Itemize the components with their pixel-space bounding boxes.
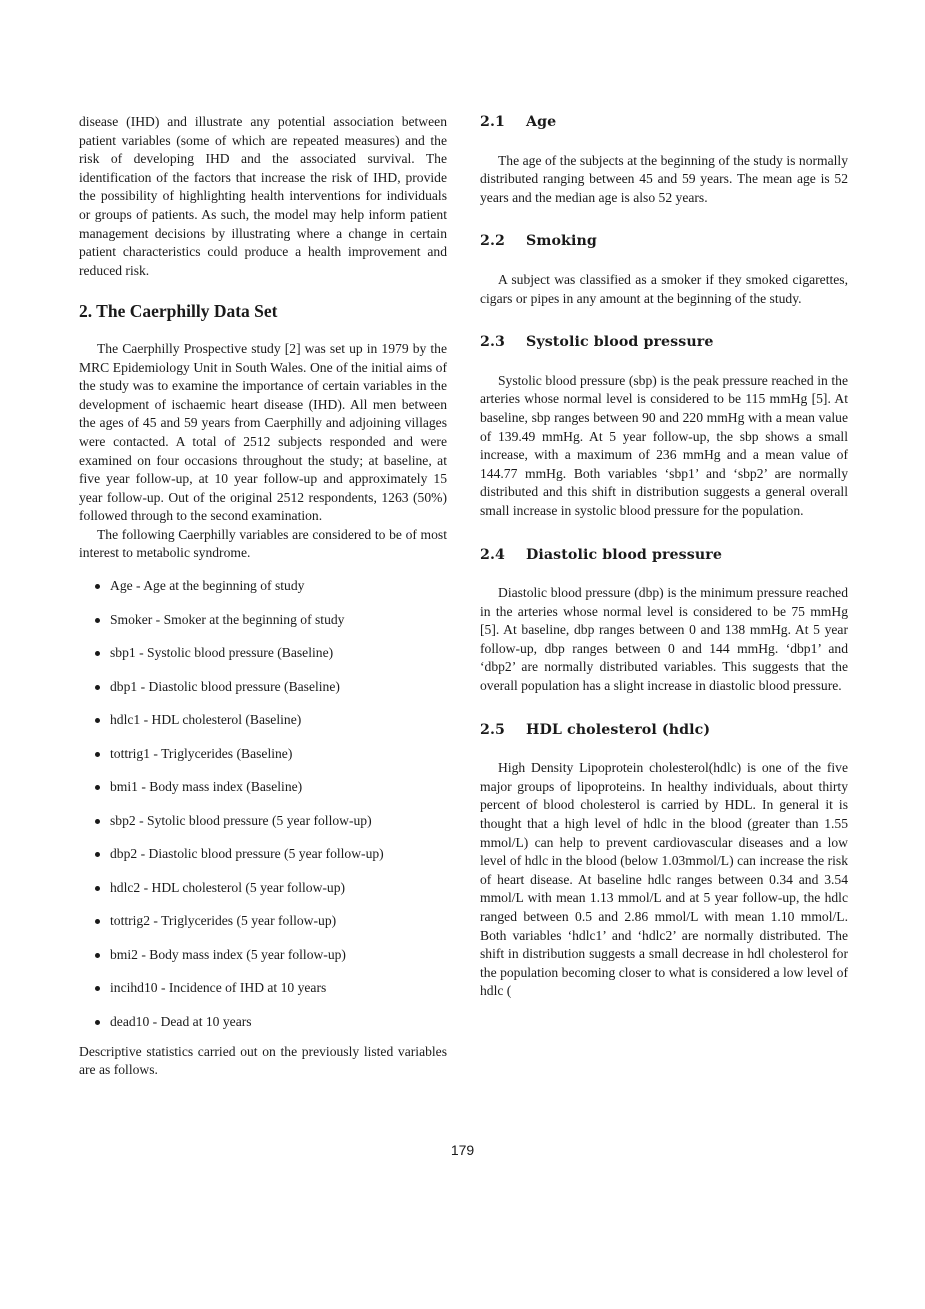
bullet-icon [95, 618, 100, 623]
bullet-icon [95, 852, 100, 857]
bullet-icon [95, 752, 100, 757]
bullet-icon [95, 919, 100, 924]
bullet-icon [95, 986, 100, 991]
subsection-body-age: The age of the subjects at the beginning of the study is normally distributed ranging between 45 and 59 years. The mean age is 52 years and the median age is also 52 years. [480, 152, 848, 205]
bullet-icon [95, 584, 100, 589]
bullet-icon [95, 685, 100, 690]
list-item: incihd10 - Incidence of IHD at 10 years [79, 979, 447, 1013]
list-item: tottrig1 - Triglycerides (Baseline) [79, 745, 447, 779]
list-item: dead10 - Dead at 10 years [79, 1013, 447, 1037]
bullet-icon [95, 953, 100, 958]
list-item: Smoker - Smoker at the beginning of study [79, 611, 447, 645]
bullet-icon [95, 886, 100, 891]
list-item: sbp2 - Sytolic blood pressure (5 year follow-up) [79, 812, 447, 846]
closing-paragraph: Descriptive statistics carried out on the previously listed variables are as follows. [79, 1043, 447, 1078]
bullet-icon [95, 819, 100, 824]
right-column [480, 113, 848, 1001]
subsection-heading-systolic: 2.3 Systolic blood pressure [480, 334, 714, 351]
variable-list [79, 577, 447, 1037]
bullet-icon [95, 785, 100, 790]
list-item: dbp2 - Diastolic blood pressure (5 year follow-up) [79, 845, 447, 879]
list-item: hdlc1 - HDL cholesterol (Baseline) [79, 711, 447, 745]
list-item: Age - Age at the beginning of study [79, 577, 447, 611]
subsection-heading-smoking: 2.2 Smoking [480, 233, 597, 250]
left-column [79, 113, 447, 1080]
subsection-body-smoking: A subject was classified as a smoker if they smoked cigarettes, cigars or pipes in any amount at the beginning of the study. [480, 271, 848, 306]
subsection-heading-diastolic: 2.4 Diastolic blood pressure [480, 546, 722, 563]
list-item: hdlc2 - HDL cholesterol (5 year follow-up) [79, 879, 447, 913]
subsection-heading-age: 2.1 Age [480, 114, 557, 130]
bullet-icon [95, 718, 100, 723]
subsection-body-diastolic: Diastolic blood pressure (dbp) is the minimum pressure reached in the arteries whose normal level is considered to be 75 mmHg [5]. At baseline, dbp ranges between 0 and 138 mmHg. At 5 year follow-up, dbp ranges between 0 and 144 mmHg. ‘dbp1’ and ‘dbp2’ are normally distributed variables. This suggests that the overall population has a slight increase in diastolic blood pressure. [480, 585, 848, 694]
list-item: tottrig2 - Triglycerides (5 year follow-up) [79, 912, 447, 946]
list-item: sbp1 - Systolic blood pressure (Baseline) [79, 644, 447, 678]
page-number: 179 [450, 1142, 475, 1158]
list-item: bmi2 - Body mass index (5 year follow-up) [79, 946, 447, 980]
list-item: bmi1 - Body mass index (Baseline) [79, 778, 447, 812]
subsection-body-hdlc: High Density Lipoprotein cholesterol(hdlc) is one of the five major groups of lipoproteins. In healthy individuals, about thirty percent of blood cholesterol is carried by HDL. In general it is thought that a high level of hdlc in the blood (greater than 1.55 mmol/L) can help to prevent cardiovascular diseases and a low level of hdlc in the blood (below 1.03mmol/L) can increase the risk of heart disease. At baseline hdlc ranges between 0.34 and 3.54 mmol/L with mean 1.13 mmol/L and at 5 year follow-up, the hdlc ranged between 0.5 and 2.86 mmol/L with mean 1.10 mmol/L. Both variables ‘hdlc1’ and ‘hdlc2’ are normally distributed. The shift in distribution suggests a small decrease in hdl cholesterol for the population becoming closer to what is considered a low level of hdlc ( [480, 760, 848, 999]
bullet-icon [95, 1020, 100, 1025]
intro-paragraph: disease (IHD) and illustrate any potential association between patient variables (some of which are repeated measures) and the risk of developing IHD and the associated survival. The identification of the factors that increase the risk of IHD, provide the possibility of highlighting health interventions for individuals or groups of patients. As such, the model may help inform patient management decisions by illustrating where a change in certain patient characteristics could produce a health improvement and reduced risk. [79, 114, 447, 278]
subsection-body-systolic: Systolic blood pressure (sbp) is the peak pressure reached in the arteries whose normal level is considered to be 115 mmHg [5]. At baseline, sbp ranges between 90 and 220 mmHg with a mean value of 139.49 mmHg. At 5 year follow-up, the sbp shows a small increase, with a maximum of 236 mmHg and a mean value of 144.77 mmHg. Both variables ‘sbp1’ and ‘sbp2’ are normally distributed and this shift in distribution suggests a general overall small increase in systolic blood pressure for the population. [480, 372, 848, 518]
section-paragraph-1: The Caerphilly Prospective study [2] was set up in 1979 by the MRC Epidemiology Unit in South Wales. One of the initial aims of the study was to examine the importance of certain variables in the development of ischaemic heart disease (IHD). All men between the ages of 45 and 59 years from Caerphilly and adjoining villages were contacted. A total of 2512 subjects responded and were examined on four occasions throughout the study; at baseline, at five year follow-up, at 10 year follow-up and approximately 15 year follow-up. Out of the original 2512 respondents, 1263 (50%) followed through to the second examination. [79, 340, 447, 524]
subsection-heading-hdlc: 2.5 HDL cholesterol (hdlc) [480, 721, 711, 738]
section-heading: 2. The Caerphilly Data Set [79, 301, 278, 322]
section-paragraph-2: The following Caerphilly variables are considered to be of most interest to metabolic syndrome. [79, 526, 447, 561]
bullet-icon [95, 651, 100, 656]
list-item: dbp1 - Diastolic blood pressure (Baseline) [79, 678, 447, 712]
